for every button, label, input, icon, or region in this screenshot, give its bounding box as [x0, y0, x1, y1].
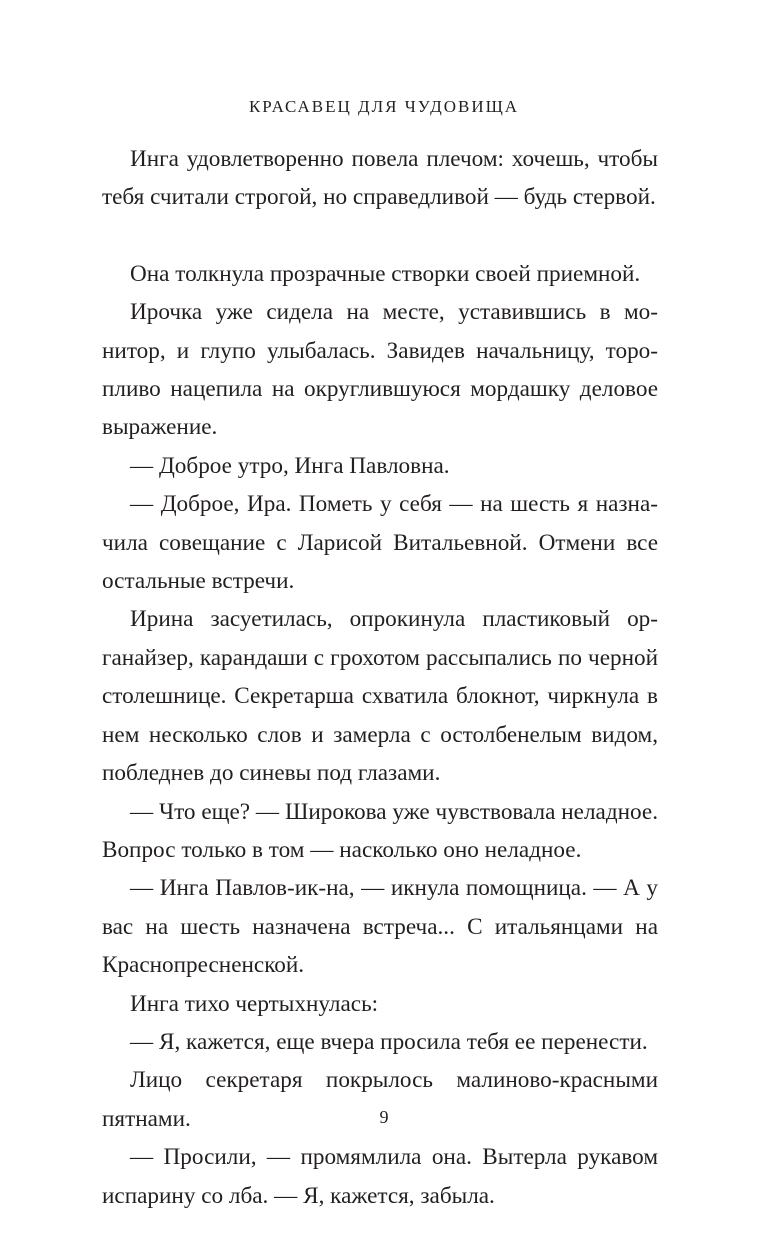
paragraph: Лицо секретаря покрылось малиново-красными пятнами.: [102, 1067, 658, 1132]
paragraph: Инга тихо чертыхнулась:: [130, 990, 379, 1017]
paragraph: — Инга Павлов-ик-на, — икнула помощница. — А у вас на шесть назначена встреча... С итальянцами на Краснопресненской.: [102, 875, 658, 979]
paragraph: Инга удовлетворенно повела плечом: хочешь, чтобы тебя считали строгой, но справедливой — будь стервой.: [102, 146, 658, 211]
body-text: [102, 140, 658, 1215]
paragraph: — Просили, — промямлила она. Вытерла рукавом испарину со лба. — Я, кажется, забыла.: [102, 1144, 658, 1209]
paragraph: — Что еще? — Широкова уже чувствовала неладное. Вопрос только в том — насколько оно неладное.: [102, 798, 658, 863]
paragraph: Она толкнула прозрачные створки своей приемной.: [130, 260, 641, 287]
paragraph: Ирина засуетилась, опрокинула пластиковый органайзер, карандаши с грохотом рассыпались по черной столешнице. Секретарша схватила блокнот, чиркнула в нем несколько слов и замерла с остолбенелым видом, побледнев до синевы под глазами.: [102, 606, 658, 787]
paragraph: — Доброе утро, Инга Павловна.: [130, 452, 450, 479]
paragraph: Ирочка уже сидела на месте, уставившись в монитор, и глупо улыбалась. Завидев начальницу, торопливо нацепила на округлившуюся мордашку деловое выражение.: [102, 299, 658, 441]
paragraph: — Я, кажется, еще вчера просила тебя ее перенести.: [130, 1028, 648, 1055]
running-head: КРАСАВЕЦ ДЛЯ ЧУДОВИЩА: [248, 97, 520, 116]
page-number: 9: [379, 1107, 389, 1127]
paragraph: — Доброе, Ира. Пометь у себя — на шесть я назначила совещание с Ларисой Витальевной. Отмени все остальные встречи.: [102, 491, 658, 595]
